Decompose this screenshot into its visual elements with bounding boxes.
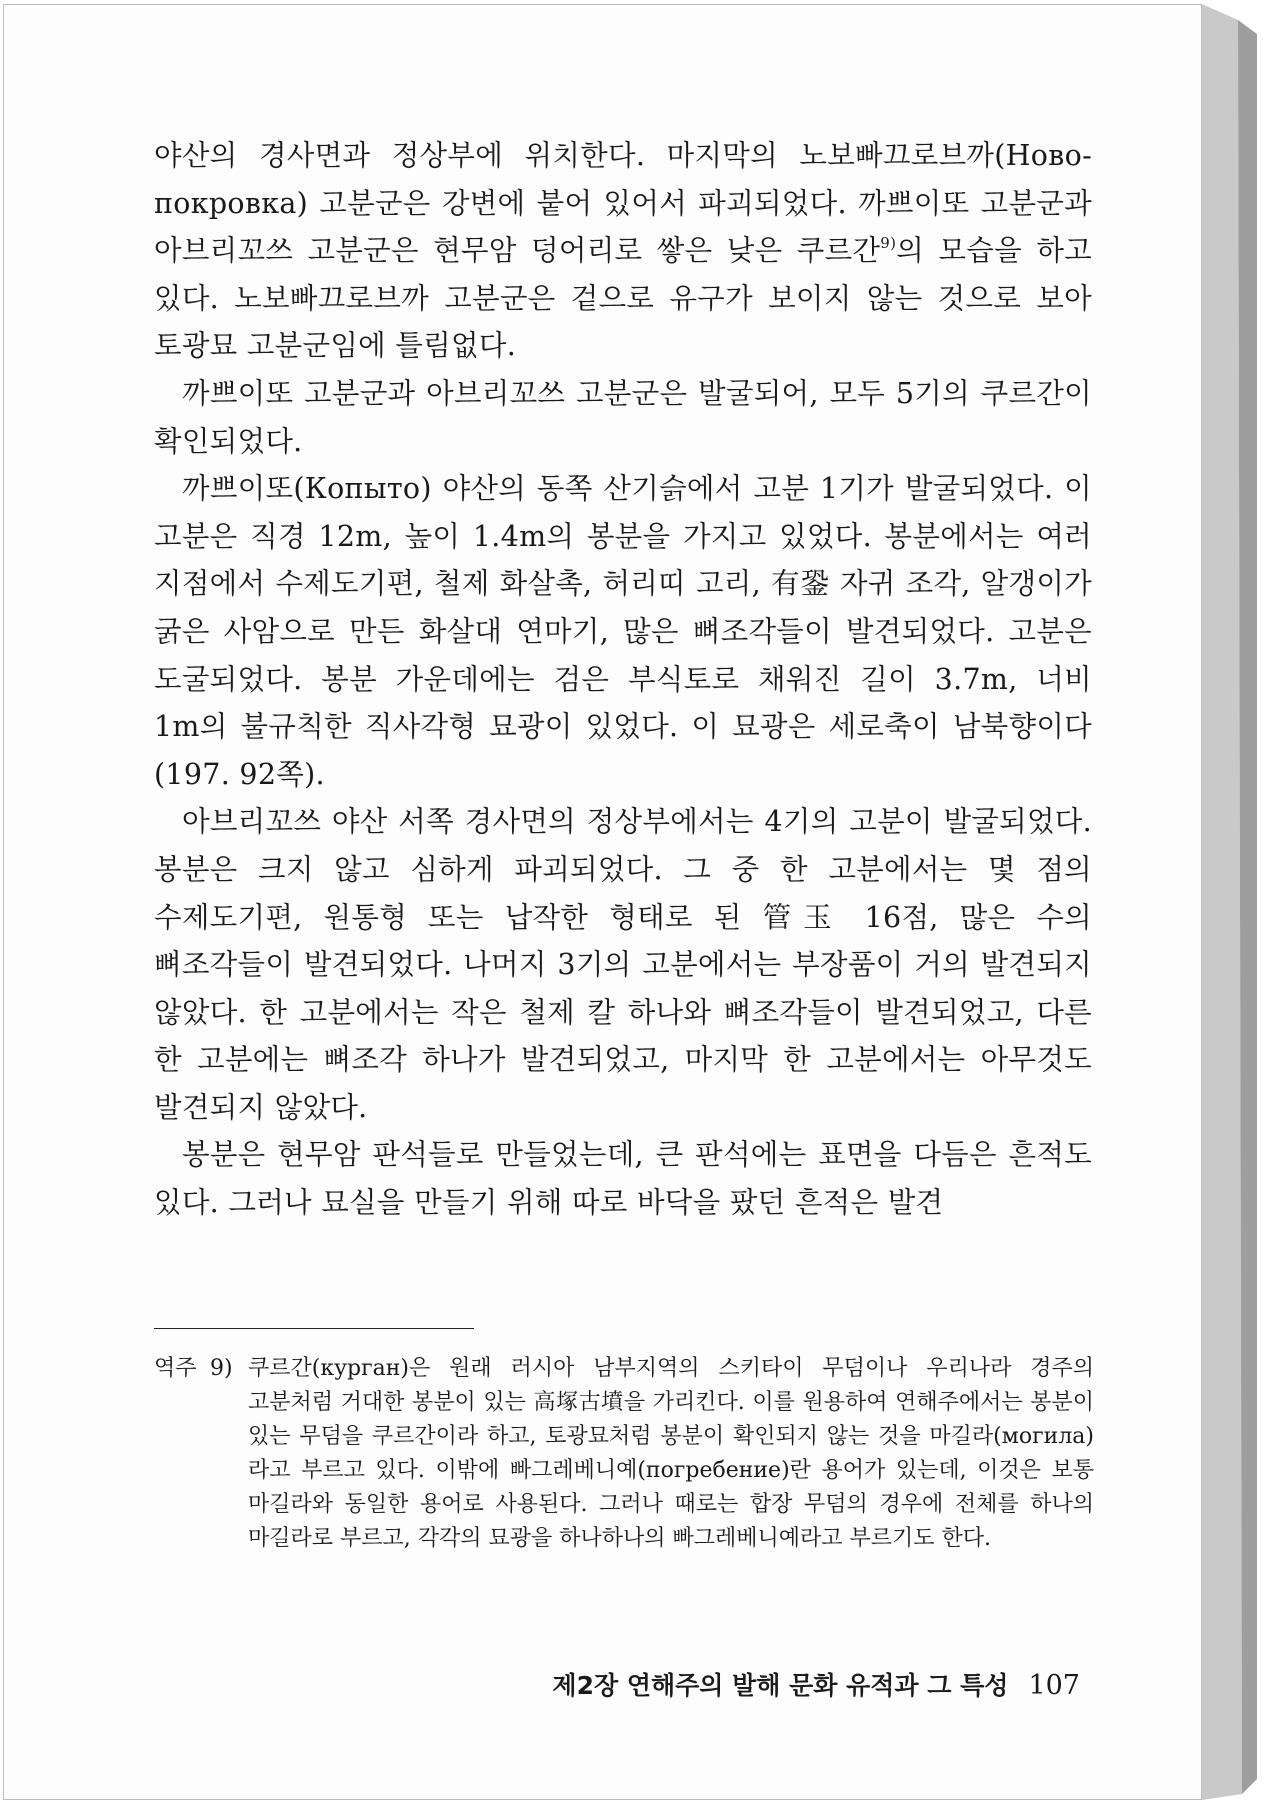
paragraph [154,1131,1092,1226]
paragraph-text: 봉분은 현무암 판석들로 만들었는데, 큰 판석에는 표면을 다듬은 흔적도 있다. 그러나 묘실을 만들기 위해 따로 바닥을 팠던 흔적은 발견 [154,1138,1092,1220]
paragraph-text: 아브리꼬쓰 야산 서쪽 경사면의 정상부에서는 4기의 고분이 발굴되었다. 봉분은 크지 않고 심하게 파괴되었다. 그 중 한 고분에서는 몇 점의 수제도기편, 원통형 또는 납작한 형태로 된 管玉 16점, 많은 수의 뼈조각들이 발견되었다. 나머지 3기의 고분에서는 부장품이 거의 발견되지 않았다. 한 고분에서는 작은 철제 칼 하나와 뼈조각들이 발견되었고, 다른 한 고분에는 뼈조각 하나가 발견되었고, 마지막 한 고분에서는 아무것도 발견되지 않았다. [154,805,1092,1124]
footnote-ref[interactable]: 9) [880,234,897,253]
body-text [154,132,1092,1227]
chapter-title: 제2장 연해주의 발해 문화 유적과 그 특성 [552,1671,1009,1700]
paragraph-text: 까쁘이또(Копыто) 야산의 동쪽 산기슭에서 고분 1기가 발굴되었다. 이 고분은 직경 12m, 높이 1.4m의 봉분을 가지고 있었다. 봉분에서는 여러 지점에서 수제도기편, 철제 화살촉, 허리띠 고리, 有銎 자귀 조각, 알갱이가 굵은 사암으로 만든 화살대 연마기, 많은 뼈조각들이 발견되었다. 고분은 도굴되었다. 봉분 가운데에는 검은 부식토로 채워진 길이 3.7m, 너비 1m의 불규칙한 직사각형 묘광이 있었다. 이 묘광은 세로축이 남북향이다(197. 92쪽). [154,472,1092,791]
paragraph [154,465,1092,798]
paragraph-text: 까쁘이또 고분군과 아브리꼬쓰 고분군은 발굴되어, 모두 5기의 쿠르간이 확인되었다. [154,376,1092,458]
running-footer [552,1666,1080,1702]
page-edge-shading [1202,4,1257,1800]
page-number: 107 [1028,1670,1080,1701]
paragraph [154,370,1092,465]
paragraph-text: 야산의 경사면과 정상부에 위치한다. 마지막의 노보빠끄로브까(Ново-покровка) 고분군은 강변에 붙어 있어서 파괴되었다. 까쁘이또 고분군과 아브리꼬쓰 고분군은 현무암 덩어리로 쌓은 낮은 쿠르간 [154,139,1092,268]
footnote [154,1352,1094,1556]
paragraph [154,132,1092,370]
footnote-number: 9) [210,1356,233,1381]
footnote-label: 역주 [154,1356,197,1381]
paragraph [154,798,1092,1131]
paragraph-text: 의 모습을 하고 있다. 노보빠끄로브까 고분군은 겉으로 유구가 보이지 않는 것으로 보아 토광묘 고분군임에 틀림없다. [154,234,1092,363]
page-block-edge [1202,4,1257,1800]
footnote-text: 쿠르간(курган)은 원래 러시아 남부지역의 스키타이 무덤이나 우리나라 경주의 고분처럼 거대한 봉분이 있는 高塚古墳을 가리킨다. 이를 원용하여 연해주에서는 봉분이 있는 무덤을 쿠르간이라 하고, 토광묘처럼 봉분이 확인되지 않는 것을 마길라(могила)라고 부르고 있다. 이밖에 빠그레베니예(погребение)란 용어가 있는데, 이것은 보통 마길라와 동일한 용어로 사용된다. 그러나 때로는 합장 무덤의 경우에 전체를 하나의 마길라로 부르고, 각각의 묘광을 하나하나의 빠그레베니예라고 부르기도 한다. [248,1356,1094,1551]
footnote-divider [154,1328,474,1329]
